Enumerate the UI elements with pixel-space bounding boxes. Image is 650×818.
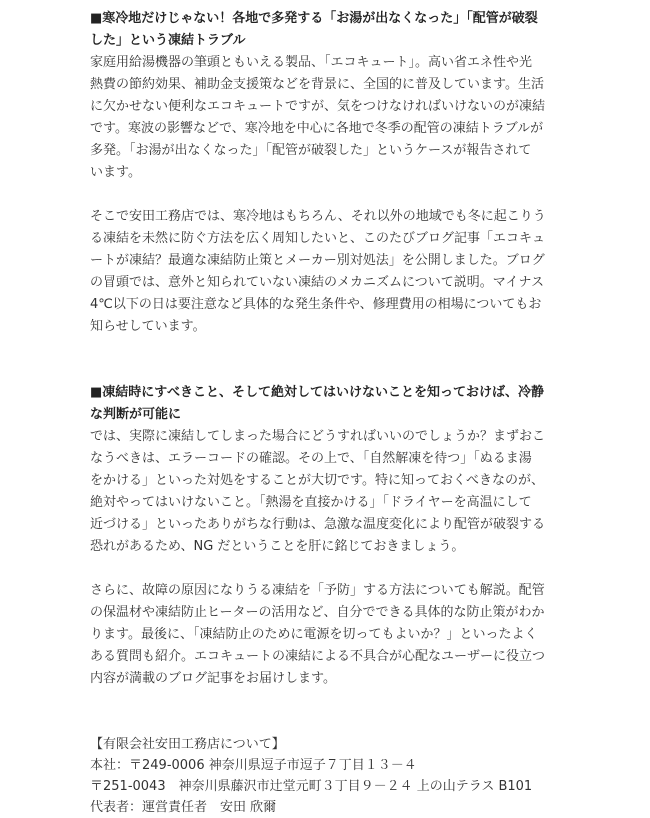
- text-line: 家庭用給湯機器の筆頭ともいえる製品、「エコキュート」。高い省エネ性や光: [90, 55, 533, 70]
- section-heading-what-to-do: [90, 382, 556, 426]
- company-branch-address: 〒251-0043 神奈川県藤沢市辻堂元町３丁目９－２４ 上の山テラス B101: [90, 779, 533, 794]
- heading-line: した」という凍結トラブル: [90, 33, 246, 48]
- text-line: なうべきは、エラーコードの確認。その上で、「自然解凍を待つ」「ぬるま湯: [90, 451, 532, 466]
- text-line: ります。最後に、「凍結防止のために電源を切ってもよいか？」といったよく: [90, 627, 538, 642]
- paragraph-intro: [90, 52, 556, 184]
- heading-line: な判断が可能に: [90, 407, 182, 422]
- text-line: 多発。「お湯が出なくなった」「配管が破裂した」というケースが報告されて: [90, 143, 532, 158]
- press-release-body: [90, 8, 556, 818]
- text-line: をかける」といった対処をすることが大切です。特に知っておくべきなのが、: [90, 473, 544, 488]
- text-line: 知らせしています。: [90, 319, 206, 334]
- text-line: る凍結を未然に防ぐ方法を広く周知したいと、このたびブログ記事「エコキュ: [90, 231, 546, 246]
- text-line: では、実際に凍結してしまった場合にどうすればいいのでしょうか？まずおこ: [90, 429, 546, 444]
- text-line: の冒頭では、意外と知られていない凍結のメカニズムについて説明。マイナス: [90, 275, 544, 290]
- company-representative: 代表者：運営責任者 安田 欣爾: [90, 800, 277, 815]
- text-line: そこで安田工務店では、寒冷地はもちろん、それ以外の地域でも冬に起こりう: [90, 209, 546, 224]
- paragraph-prevention: [90, 580, 556, 690]
- text-line: 近づける」といったありがちな行動は、急激な温度変化により配管が破裂する: [90, 517, 546, 532]
- company-info: [90, 734, 556, 818]
- text-line: です。寒波の影響などで、寒冷地を中心に各地で冬季の配管の凍結トラブルが: [90, 121, 544, 136]
- text-line: います。: [90, 165, 141, 180]
- text-line: ある質問も紹介。エコキュートの凍結による不具合が心配なユーザーに役立つ: [90, 649, 546, 664]
- text-line: 絶対やってはいけないこと。「熱湯を直接かける」「ドライヤーを高温にして: [90, 495, 532, 510]
- paragraph-response: [90, 426, 556, 558]
- heading-line: ■凍結時にすべきこと、そして絶対してはいけないことを知っておけば、冷静: [90, 385, 545, 400]
- section-heading-freeze-trouble: [90, 8, 556, 52]
- company-info-title: 【有限会社安田工務店について】: [90, 737, 285, 752]
- company-head-office: 本社：〒249-0006 神奈川県逗子市逗子７丁目１３－４: [90, 758, 417, 773]
- paragraph-blog-announcement: [90, 206, 556, 338]
- heading-line: ■寒冷地だけじゃない！各地で多発する「お湯が出なくなった」「配管が破裂: [90, 11, 538, 26]
- text-line: 内容が満載のブログ記事をお届けします。: [90, 671, 336, 686]
- text-line: 4℃以下の日は要注意など具体的な発生条件や、修理費用の相場についてもお: [90, 297, 542, 312]
- text-line: さらに、故障の原因になりうる凍結を「予防」する方法についても解説。配管: [90, 583, 545, 598]
- text-line: に欠かせない便利なエコキュートですが、気をつけなければいけないのが凍結: [90, 99, 546, 114]
- text-line: 恐れがあるため、NG だということを肝に銘じておきましょう。: [90, 539, 465, 554]
- text-line: ートが凍結？最適な凍結防止策とメーカー別対処法」を公開しました。ブログ: [90, 253, 545, 268]
- text-line: 熱費の節約効果、補助金支援策などを背景に、全国的に普及しています。生活: [90, 77, 544, 92]
- text-line: の保温材や凍結防止ヒーターの活用など、自分でできる具体的な防止策がわか: [90, 605, 545, 620]
